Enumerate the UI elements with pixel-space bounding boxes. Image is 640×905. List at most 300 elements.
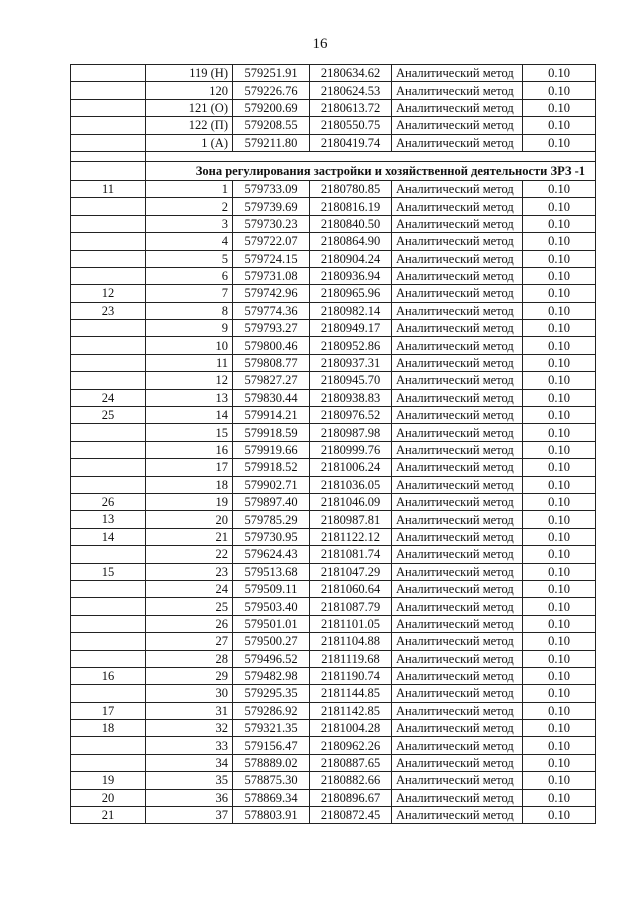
table-row: [71, 685, 596, 702]
point-cell: 8: [146, 302, 233, 319]
method-cell: Аналитический метод: [392, 198, 523, 215]
coordinates-table: [70, 64, 596, 824]
group-cell: [71, 372, 146, 389]
point-cell: 18: [146, 476, 233, 493]
point-cell: 28: [146, 650, 233, 667]
table-row: [71, 476, 596, 493]
accuracy-cell: 0.10: [523, 180, 596, 197]
point-cell: 37: [146, 807, 233, 824]
group-cell: [71, 117, 146, 134]
y-coordinate-cell: 2180419.74: [310, 134, 392, 151]
zone-title: Зона регулирования застройки и хозяйственной деятельности ЗРЗ -1: [146, 161, 596, 180]
table-row: [71, 459, 596, 476]
x-coordinate-cell: 579785.29: [233, 511, 310, 528]
point-cell: 23: [146, 563, 233, 580]
accuracy-cell: 0.10: [523, 580, 596, 597]
x-coordinate-cell: 579808.77: [233, 354, 310, 371]
table-row: [71, 389, 596, 406]
table-body-zone: [71, 180, 596, 823]
method-cell: Аналитический метод: [392, 117, 523, 134]
method-cell: Аналитический метод: [392, 667, 523, 684]
table-row: [71, 233, 596, 250]
group-cell: 15: [71, 563, 146, 580]
x-coordinate-cell: 579286.92: [233, 702, 310, 719]
y-coordinate-cell: 2180938.83: [310, 389, 392, 406]
x-coordinate-cell: 579156.47: [233, 737, 310, 754]
x-coordinate-cell: 578889.02: [233, 754, 310, 771]
method-cell: Аналитический метод: [392, 476, 523, 493]
group-cell: [71, 99, 146, 116]
point-cell: 20: [146, 511, 233, 528]
point-cell: 19: [146, 493, 233, 510]
accuracy-cell: 0.10: [523, 389, 596, 406]
group-cell: 17: [71, 702, 146, 719]
group-cell: 12: [71, 285, 146, 302]
table-row: [71, 320, 596, 337]
table-row: [71, 633, 596, 650]
point-cell: 1: [146, 180, 233, 197]
accuracy-cell: 0.10: [523, 198, 596, 215]
table-row: [71, 82, 596, 99]
x-coordinate-cell: 579902.71: [233, 476, 310, 493]
method-cell: Аналитический метод: [392, 720, 523, 737]
table-row: [71, 615, 596, 632]
table-row: [71, 134, 596, 151]
group-cell: [71, 198, 146, 215]
x-coordinate-cell: 579827.27: [233, 372, 310, 389]
point-cell: 1 (А): [146, 134, 233, 151]
accuracy-cell: 0.10: [523, 250, 596, 267]
group-cell: [71, 424, 146, 441]
method-cell: Аналитический метод: [392, 372, 523, 389]
x-coordinate-cell: 579226.76: [233, 82, 310, 99]
y-coordinate-cell: 2181047.29: [310, 563, 392, 580]
group-cell: [71, 650, 146, 667]
accuracy-cell: 0.10: [523, 615, 596, 632]
x-coordinate-cell: 579211.80: [233, 134, 310, 151]
accuracy-cell: 0.10: [523, 354, 596, 371]
y-coordinate-cell: 2180624.53: [310, 82, 392, 99]
accuracy-cell: 0.10: [523, 772, 596, 789]
table-row: [71, 702, 596, 719]
spacer-row: [71, 151, 596, 161]
method-cell: Аналитический метод: [392, 615, 523, 632]
table-row: [71, 493, 596, 510]
method-cell: Аналитический метод: [392, 563, 523, 580]
accuracy-cell: 0.10: [523, 285, 596, 302]
y-coordinate-cell: 2180952.86: [310, 337, 392, 354]
group-cell: 20: [71, 789, 146, 806]
point-cell: 119 (Н): [146, 65, 233, 82]
y-coordinate-cell: 2180550.75: [310, 117, 392, 134]
method-cell: Аналитический метод: [392, 250, 523, 267]
group-cell: [71, 633, 146, 650]
accuracy-cell: 0.10: [523, 337, 596, 354]
group-cell: 24: [71, 389, 146, 406]
table-row: [71, 250, 596, 267]
accuracy-cell: 0.10: [523, 65, 596, 82]
table-row: [71, 807, 596, 824]
point-cell: 6: [146, 267, 233, 284]
accuracy-cell: 0.10: [523, 528, 596, 545]
table-row: [71, 720, 596, 737]
group-cell: 21: [71, 807, 146, 824]
table-body-top: [71, 65, 596, 152]
method-cell: Аналитический метод: [392, 737, 523, 754]
group-cell: 13: [71, 511, 146, 528]
method-cell: Аналитический метод: [392, 180, 523, 197]
y-coordinate-cell: 2181190.74: [310, 667, 392, 684]
table-row: [71, 180, 596, 197]
page-number: 16: [312, 36, 328, 52]
y-coordinate-cell: 2180976.52: [310, 407, 392, 424]
y-coordinate-cell: 2181119.68: [310, 650, 392, 667]
accuracy-cell: 0.10: [523, 424, 596, 441]
method-cell: Аналитический метод: [392, 215, 523, 232]
x-coordinate-cell: 579501.01: [233, 615, 310, 632]
x-coordinate-cell: 579793.27: [233, 320, 310, 337]
zone-header-section: [71, 151, 596, 180]
table-row: [71, 528, 596, 545]
group-cell: [71, 580, 146, 597]
accuracy-cell: 0.10: [523, 563, 596, 580]
table-row: [71, 441, 596, 458]
accuracy-cell: 0.10: [523, 99, 596, 116]
x-coordinate-cell: 579731.08: [233, 267, 310, 284]
table-row: [71, 198, 596, 215]
method-cell: Аналитический метод: [392, 99, 523, 116]
group-cell: [71, 267, 146, 284]
table-row: [71, 285, 596, 302]
group-cell: [71, 215, 146, 232]
method-cell: Аналитический метод: [392, 511, 523, 528]
x-coordinate-cell: 579919.66: [233, 441, 310, 458]
table-row: [71, 772, 596, 789]
x-coordinate-cell: 579733.09: [233, 180, 310, 197]
y-coordinate-cell: 2180864.90: [310, 233, 392, 250]
accuracy-cell: 0.10: [523, 441, 596, 458]
y-coordinate-cell: 2180896.67: [310, 789, 392, 806]
method-cell: Аналитический метод: [392, 233, 523, 250]
point-cell: 36: [146, 789, 233, 806]
point-cell: 10: [146, 337, 233, 354]
method-cell: Аналитический метод: [392, 493, 523, 510]
accuracy-cell: 0.10: [523, 546, 596, 563]
accuracy-cell: 0.10: [523, 320, 596, 337]
accuracy-cell: 0.10: [523, 233, 596, 250]
accuracy-cell: 0.10: [523, 459, 596, 476]
method-cell: Аналитический метод: [392, 528, 523, 545]
group-cell: 19: [71, 772, 146, 789]
method-cell: Аналитический метод: [392, 598, 523, 615]
x-coordinate-cell: 579513.68: [233, 563, 310, 580]
method-cell: Аналитический метод: [392, 134, 523, 151]
x-coordinate-cell: 579724.15: [233, 250, 310, 267]
x-coordinate-cell: 579897.40: [233, 493, 310, 510]
method-cell: Аналитический метод: [392, 354, 523, 371]
point-cell: 120: [146, 82, 233, 99]
point-cell: 29: [146, 667, 233, 684]
x-coordinate-cell: 579918.52: [233, 459, 310, 476]
group-cell: [71, 250, 146, 267]
y-coordinate-cell: 2180987.81: [310, 511, 392, 528]
y-coordinate-cell: 2180634.62: [310, 65, 392, 82]
group-cell: [71, 615, 146, 632]
point-cell: 7: [146, 285, 233, 302]
point-cell: 31: [146, 702, 233, 719]
x-coordinate-cell: 579482.98: [233, 667, 310, 684]
y-coordinate-cell: 2181060.64: [310, 580, 392, 597]
group-cell: [71, 476, 146, 493]
point-cell: 11: [146, 354, 233, 371]
x-coordinate-cell: 579739.69: [233, 198, 310, 215]
accuracy-cell: 0.10: [523, 650, 596, 667]
x-coordinate-cell: 579914.21: [233, 407, 310, 424]
x-coordinate-cell: 579295.35: [233, 685, 310, 702]
method-cell: Аналитический метод: [392, 65, 523, 82]
point-cell: 25: [146, 598, 233, 615]
y-coordinate-cell: 2181004.28: [310, 720, 392, 737]
x-coordinate-cell: 579321.35: [233, 720, 310, 737]
y-coordinate-cell: 2180882.66: [310, 772, 392, 789]
table-row: [71, 99, 596, 116]
table-row: [71, 337, 596, 354]
point-cell: 2: [146, 198, 233, 215]
x-coordinate-cell: 579200.69: [233, 99, 310, 116]
point-cell: 13: [146, 389, 233, 406]
group-cell: [71, 737, 146, 754]
y-coordinate-cell: 2181036.05: [310, 476, 392, 493]
accuracy-cell: 0.10: [523, 267, 596, 284]
y-coordinate-cell: 2181006.24: [310, 459, 392, 476]
accuracy-cell: 0.10: [523, 117, 596, 134]
accuracy-cell: 0.10: [523, 134, 596, 151]
point-cell: 33: [146, 737, 233, 754]
y-coordinate-cell: 2180982.14: [310, 302, 392, 319]
group-cell: [71, 233, 146, 250]
point-cell: 4: [146, 233, 233, 250]
table-row: [71, 424, 596, 441]
y-coordinate-cell: 2180962.26: [310, 737, 392, 754]
accuracy-cell: 0.10: [523, 702, 596, 719]
table-row: [71, 117, 596, 134]
accuracy-cell: 0.10: [523, 633, 596, 650]
point-cell: 24: [146, 580, 233, 597]
zone-header-row: [71, 161, 596, 180]
x-coordinate-cell: 579500.27: [233, 633, 310, 650]
table-row: [71, 650, 596, 667]
group-cell: [71, 65, 146, 82]
method-cell: Аналитический метод: [392, 650, 523, 667]
table-row: [71, 407, 596, 424]
y-coordinate-cell: 2181081.74: [310, 546, 392, 563]
x-coordinate-cell: 579918.59: [233, 424, 310, 441]
table-row: [71, 789, 596, 806]
accuracy-cell: 0.10: [523, 82, 596, 99]
accuracy-cell: 0.10: [523, 493, 596, 510]
y-coordinate-cell: 2180613.72: [310, 99, 392, 116]
y-coordinate-cell: 2180949.17: [310, 320, 392, 337]
x-coordinate-cell: 579722.07: [233, 233, 310, 250]
table-row: [71, 563, 596, 580]
method-cell: Аналитический метод: [392, 772, 523, 789]
method-cell: Аналитический метод: [392, 407, 523, 424]
table-row: [71, 754, 596, 771]
x-coordinate-cell: 579208.55: [233, 117, 310, 134]
method-cell: Аналитический метод: [392, 302, 523, 319]
method-cell: Аналитический метод: [392, 320, 523, 337]
method-cell: Аналитический метод: [392, 807, 523, 824]
y-coordinate-cell: 2180780.85: [310, 180, 392, 197]
method-cell: Аналитический метод: [392, 389, 523, 406]
point-cell: 32: [146, 720, 233, 737]
group-cell: [71, 546, 146, 563]
point-cell: 3: [146, 215, 233, 232]
point-cell: 30: [146, 685, 233, 702]
y-coordinate-cell: 2180987.98: [310, 424, 392, 441]
x-coordinate-cell: 578869.34: [233, 789, 310, 806]
x-coordinate-cell: 579251.91: [233, 65, 310, 82]
group-cell: 18: [71, 720, 146, 737]
method-cell: Аналитический метод: [392, 459, 523, 476]
y-coordinate-cell: 2180945.70: [310, 372, 392, 389]
table-row: [71, 737, 596, 754]
point-cell: 21: [146, 528, 233, 545]
y-coordinate-cell: 2180936.94: [310, 267, 392, 284]
table-row: [71, 372, 596, 389]
x-coordinate-cell: 578803.91: [233, 807, 310, 824]
accuracy-cell: 0.10: [523, 807, 596, 824]
method-cell: Аналитический метод: [392, 424, 523, 441]
method-cell: Аналитический метод: [392, 337, 523, 354]
group-cell: [71, 685, 146, 702]
table-row: [71, 267, 596, 284]
x-coordinate-cell: 579496.52: [233, 650, 310, 667]
point-cell: 15: [146, 424, 233, 441]
x-coordinate-cell: 579742.96: [233, 285, 310, 302]
point-cell: 122 (П): [146, 117, 233, 134]
y-coordinate-cell: 2181104.88: [310, 633, 392, 650]
accuracy-cell: 0.10: [523, 667, 596, 684]
x-coordinate-cell: 579509.11: [233, 580, 310, 597]
method-cell: Аналитический метод: [392, 580, 523, 597]
point-cell: 34: [146, 754, 233, 771]
group-cell: [71, 82, 146, 99]
accuracy-cell: 0.10: [523, 476, 596, 493]
point-cell: 17: [146, 459, 233, 476]
table-row: [71, 546, 596, 563]
accuracy-cell: 0.10: [523, 737, 596, 754]
method-cell: Аналитический метод: [392, 546, 523, 563]
group-cell: [71, 134, 146, 151]
accuracy-cell: 0.10: [523, 302, 596, 319]
point-cell: 121 (О): [146, 99, 233, 116]
point-cell: 9: [146, 320, 233, 337]
y-coordinate-cell: 2180965.96: [310, 285, 392, 302]
method-cell: Аналитический метод: [392, 789, 523, 806]
method-cell: Аналитический метод: [392, 285, 523, 302]
point-cell: 22: [146, 546, 233, 563]
table-row: [71, 302, 596, 319]
point-cell: 26: [146, 615, 233, 632]
group-cell: 25: [71, 407, 146, 424]
y-coordinate-cell: 2181046.09: [310, 493, 392, 510]
method-cell: Аналитический метод: [392, 82, 523, 99]
method-cell: Аналитический метод: [392, 267, 523, 284]
y-coordinate-cell: 2180816.19: [310, 198, 392, 215]
table-row: [71, 598, 596, 615]
group-cell: [71, 354, 146, 371]
group-cell: 11: [71, 180, 146, 197]
accuracy-cell: 0.10: [523, 720, 596, 737]
group-cell: [71, 337, 146, 354]
x-coordinate-cell: 579774.36: [233, 302, 310, 319]
x-coordinate-cell: 579624.43: [233, 546, 310, 563]
group-cell: 14: [71, 528, 146, 545]
x-coordinate-cell: 579800.46: [233, 337, 310, 354]
y-coordinate-cell: 2180904.24: [310, 250, 392, 267]
accuracy-cell: 0.10: [523, 372, 596, 389]
point-cell: 14: [146, 407, 233, 424]
y-coordinate-cell: 2181142.85: [310, 702, 392, 719]
accuracy-cell: 0.10: [523, 215, 596, 232]
group-cell: [71, 459, 146, 476]
y-coordinate-cell: 2180840.50: [310, 215, 392, 232]
accuracy-cell: 0.10: [523, 407, 596, 424]
x-coordinate-cell: 579730.95: [233, 528, 310, 545]
method-cell: Аналитический метод: [392, 441, 523, 458]
point-cell: 16: [146, 441, 233, 458]
method-cell: Аналитический метод: [392, 754, 523, 771]
group-cell: [71, 754, 146, 771]
accuracy-cell: 0.10: [523, 789, 596, 806]
group-cell: [71, 320, 146, 337]
accuracy-cell: 0.10: [523, 685, 596, 702]
accuracy-cell: 0.10: [523, 598, 596, 615]
y-coordinate-cell: 2181144.85: [310, 685, 392, 702]
table-row: [71, 511, 596, 528]
y-coordinate-cell: 2181087.79: [310, 598, 392, 615]
accuracy-cell: 0.10: [523, 754, 596, 771]
y-coordinate-cell: 2181101.05: [310, 615, 392, 632]
x-coordinate-cell: 579830.44: [233, 389, 310, 406]
method-cell: Аналитический метод: [392, 633, 523, 650]
x-coordinate-cell: 578875.30: [233, 772, 310, 789]
y-coordinate-cell: 2181122.12: [310, 528, 392, 545]
point-cell: 12: [146, 372, 233, 389]
point-cell: 35: [146, 772, 233, 789]
point-cell: 27: [146, 633, 233, 650]
accuracy-cell: 0.10: [523, 511, 596, 528]
y-coordinate-cell: 2180937.31: [310, 354, 392, 371]
x-coordinate-cell: 579730.23: [233, 215, 310, 232]
table-row: [71, 65, 596, 82]
method-cell: Аналитический метод: [392, 685, 523, 702]
y-coordinate-cell: 2180887.65: [310, 754, 392, 771]
table-row: [71, 215, 596, 232]
group-cell: 23: [71, 302, 146, 319]
method-cell: Аналитический метод: [392, 702, 523, 719]
x-coordinate-cell: 579503.40: [233, 598, 310, 615]
group-cell: [71, 598, 146, 615]
y-coordinate-cell: 2180999.76: [310, 441, 392, 458]
group-cell: 26: [71, 493, 146, 510]
point-cell: 5: [146, 250, 233, 267]
table-row: [71, 354, 596, 371]
table-row: [71, 667, 596, 684]
table-row: [71, 580, 596, 597]
y-coordinate-cell: 2180872.45: [310, 807, 392, 824]
